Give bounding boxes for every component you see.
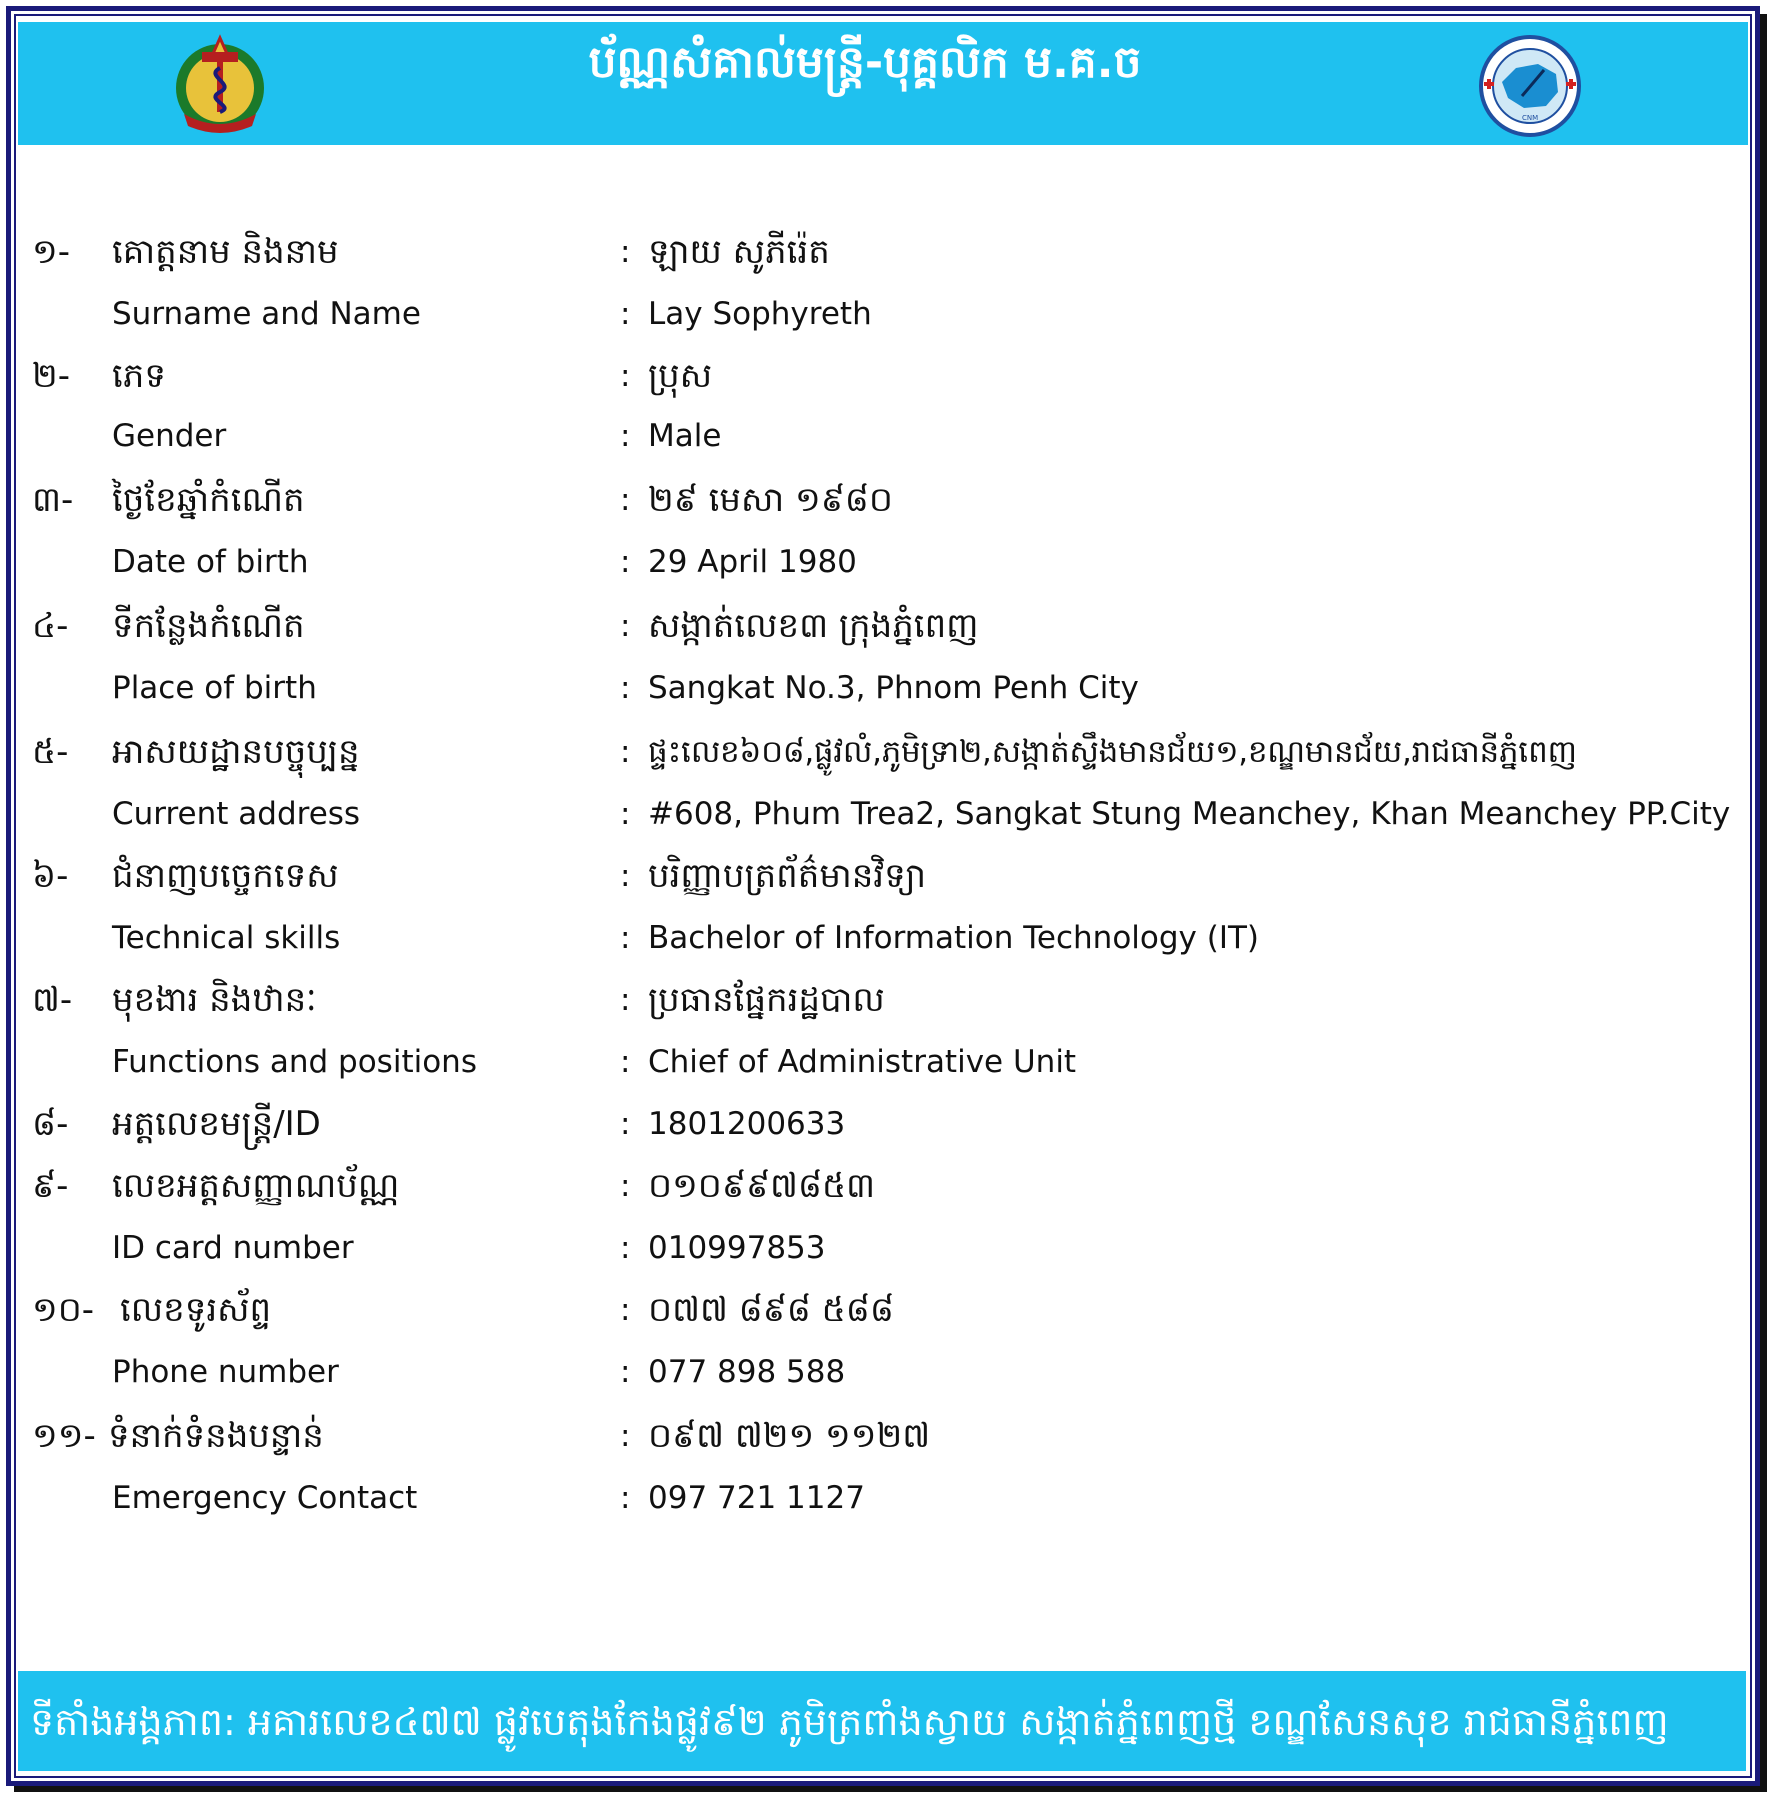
- field-separator: :: [620, 1106, 631, 1142]
- field-value-en: Bachelor of Information Technology (IT): [648, 920, 1260, 956]
- field-number: ៤-: [32, 606, 69, 646]
- field-separator: :: [620, 1354, 631, 1390]
- field-separator: :: [620, 982, 631, 1018]
- field-label-km: ភេទ: [112, 356, 166, 396]
- unit-location-address: ទីតាំងអង្គភាព: អគារលេខ៤៧៧ ផ្លូវបេតុងកែងផ្លូវ៩២ ភូមិត្រពាំងស្វាយ សង្កាត់ភ្នំពេញថ្មី ខណ្ឌសែនសុខ រាជធានីភ្នំពេញ: [30, 1700, 1669, 1744]
- field-row-en: [0, 784, 1771, 844]
- field-label-km: ទំនាក់ទំនងបន្ទាន់: [108, 1416, 324, 1456]
- field-separator: :: [620, 234, 631, 270]
- field-separator: :: [620, 1418, 631, 1454]
- field-label-en: Current address: [112, 796, 361, 832]
- field-value-km: ឡាយ សូភីរ៉េត: [648, 232, 830, 272]
- field-label-en: Place of birth: [112, 670, 317, 706]
- field-value-km: ប្រុស: [648, 356, 713, 396]
- field-label-km: លេខអត្តសញ្ញាណប័ណ្ណ: [112, 1166, 400, 1206]
- field-row-km: [0, 722, 1771, 782]
- field-row-km: [0, 346, 1771, 406]
- field-row-en: [0, 406, 1771, 466]
- field-number: ២-: [32, 356, 71, 396]
- field-label-km: អាសយដ្ឋានបច្ចុប្បន្ន: [112, 732, 360, 772]
- field-value-km: ០៩៧ ៧២១ ១១២៧: [648, 1416, 931, 1456]
- field-row-km: [0, 1406, 1771, 1466]
- field-row-km: [0, 970, 1771, 1030]
- field-row-km: [0, 596, 1771, 656]
- field-row-en: [0, 1342, 1771, 1402]
- field-number: ១០-: [32, 1290, 95, 1330]
- field-label-en: Surname and Name: [112, 296, 421, 332]
- field-row-en: [0, 284, 1771, 344]
- field-separator: :: [620, 796, 631, 832]
- field-value-en: Lay Sophyreth: [648, 296, 872, 332]
- field-number: ៩-: [32, 1166, 69, 1206]
- field-label-en: Date of birth: [112, 544, 309, 580]
- field-label-km: ទីកន្លែងកំណើត: [112, 606, 305, 646]
- field-value-km: បរិញ្ញាបត្រព័ត៌មានវិទ្យា: [648, 856, 927, 896]
- field-separator: :: [620, 1230, 631, 1266]
- field-row-km: [0, 470, 1771, 530]
- field-number: ៦-: [32, 856, 69, 896]
- field-label-km: មុខងារ និងឋានៈ: [112, 980, 317, 1020]
- field-row-en: [0, 1218, 1771, 1278]
- field-label-km: អត្តលេខមន្ត្រី/ID: [112, 1104, 321, 1144]
- field-value-en: Male: [648, 418, 722, 454]
- field-label-km: គោត្តនាម និងនាម: [112, 232, 339, 272]
- field-separator: :: [620, 858, 631, 894]
- field-label-km: ថ្ងៃខែឆ្នាំកំណើត: [112, 480, 305, 520]
- field-label-en: Functions and positions: [112, 1044, 477, 1080]
- field-value-km: ០១០៩៩៧៨៥៣: [648, 1166, 876, 1206]
- field-label-en: ID card number: [112, 1230, 354, 1266]
- field-value-en: Sangkat No.3, Phnom Penh City: [648, 670, 1139, 706]
- field-row-km: [0, 1094, 1771, 1154]
- field-row-en: [0, 908, 1771, 968]
- field-value-en: #608, Phum Trea2, Sangkat Stung Meanchey, Khan Meanchey PP.City: [648, 796, 1731, 832]
- field-row-km: [0, 1280, 1771, 1340]
- field-separator: :: [620, 358, 631, 394]
- field-value-id: 1801200633: [648, 1106, 846, 1142]
- field-label-en: Emergency Contact: [112, 1480, 418, 1516]
- field-label-km: ជំនាញបច្ចេកទេស: [112, 856, 339, 896]
- field-row-en: [0, 532, 1771, 592]
- field-separator: :: [620, 296, 631, 332]
- field-number: ១-: [32, 232, 71, 272]
- field-label-en: Phone number: [112, 1354, 339, 1390]
- field-label-km: លេខទូរស័ព្ទ: [120, 1290, 272, 1330]
- field-number: ១១-: [32, 1416, 96, 1456]
- field-number: ៥-: [32, 732, 69, 772]
- field-label-en: Technical skills: [112, 920, 341, 956]
- field-separator: :: [620, 734, 631, 770]
- field-value-en: 29 April 1980: [648, 544, 857, 580]
- field-row-en: [0, 658, 1771, 718]
- field-number: ៧-: [32, 980, 73, 1020]
- card-title: ប័ណ្ណសំគាល់មន្ត្រី-បុគ្គលិក ម.គ.ច: [588, 37, 1142, 88]
- field-row-km: [0, 1156, 1771, 1216]
- field-row-km: [0, 222, 1771, 282]
- field-value-en: Chief of Administrative Unit: [648, 1044, 1077, 1080]
- field-value-km: ផ្ទះលេខ៦០៨,ផ្លូវលំ,ភូមិទ្រា២,សង្កាត់ស្ទឹងមានជ័យ១,ខណ្ឌមានជ័យ,រាជធានីភ្នំពេញ: [648, 734, 1577, 770]
- field-separator: :: [620, 608, 631, 644]
- field-separator: :: [620, 670, 631, 706]
- field-separator: :: [620, 1168, 631, 1204]
- field-row-en: [0, 1032, 1771, 1092]
- field-value-km: សង្កាត់លេខ៣ ក្រុងភ្នំពេញ: [648, 606, 979, 646]
- field-separator: :: [620, 1480, 631, 1516]
- field-number: ៣-: [32, 480, 74, 520]
- field-separator: :: [620, 482, 631, 518]
- field-label-en: Gender: [112, 418, 227, 454]
- field-separator: :: [620, 544, 631, 580]
- field-value-km: ២៩ មេសា ១៩៨០: [648, 480, 893, 520]
- field-separator: :: [620, 418, 631, 454]
- field-value-en: 010997853: [648, 1230, 826, 1266]
- field-separator: :: [620, 1292, 631, 1328]
- field-separator: :: [620, 920, 631, 956]
- field-row-en: [0, 1468, 1771, 1528]
- field-value-en: 097 721 1127: [648, 1480, 865, 1516]
- field-value-km: ០៧៧ ៨៩៨ ៥៨៨: [648, 1290, 894, 1330]
- field-value-en: 077 898 588: [648, 1354, 846, 1390]
- field-row-km: [0, 846, 1771, 906]
- field-separator: :: [620, 1044, 631, 1080]
- svg-text:CNM: CNM: [1522, 114, 1539, 122]
- field-value-km: ប្រធានផ្នែករដ្ឋបាល: [648, 980, 885, 1020]
- field-number: ៨-: [32, 1104, 69, 1144]
